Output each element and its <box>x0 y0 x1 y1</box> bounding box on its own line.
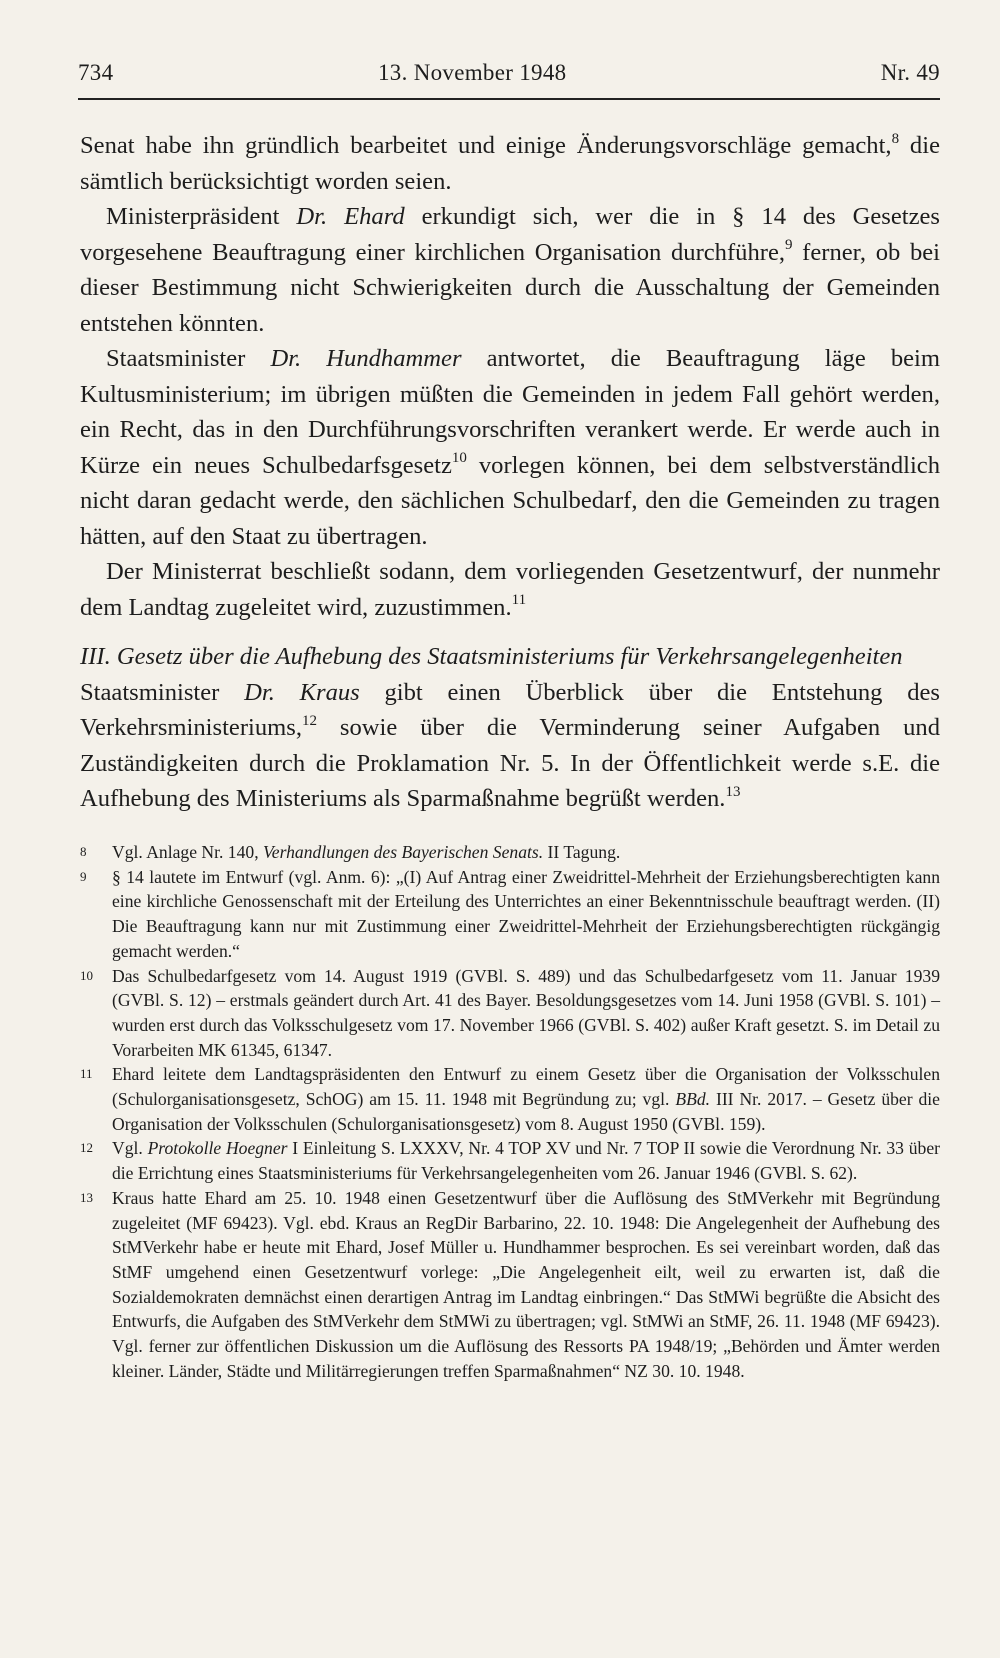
paragraph-hundhammer: Staatsminister Dr. Hundhammer antwortet, die Beauftragung läge beim Kultusministerium; im übrigen müßten die Gemeinden in jedem Fall gehört werden, ein Recht, das in den Durchführungsvorschriften verankert werde. Er werde auch in Kürze ein neues Schulbedarfsgesetz$^{10}$ vorlegen können, bei dem selbstverständlich nicht daran gedacht werde, den sächlichen Schulbedarf, den die Gemeinden zu tragen hätten, auf den Staat zu übertragen. <box>80 345 940 550</box>
paragraph-senat: Senat habe ihn gründlich bearbeitet und einige Änderungsvorschläge gemacht,$^8$ die sämtlich berücksichtigt worden seien. <box>80 130 940 195</box>
footnote-ref[interactable]: 13 <box>725 783 741 800</box>
footnote-number: 12 <box>80 1140 93 1156</box>
footnote-number: 10 <box>80 967 93 983</box>
paragraph-kraus: Staatsminister Dr. Kraus gibt einen Überblick über die Entstehung des Verkehrsministeriums,$^{12}$ sowie über die Verminderung seiner Aufgaben und Zuständigkeiten durch die Proklamation Nr. 5. In der Öffentlichkeit werde s.E. die Aufhebung des Ministeriums als Sparmaßnahme begrüßt werden.$^{13}$ <box>80 678 940 812</box>
main-text <box>80 128 940 817</box>
section-heading: III. Gesetz über die Aufhebung des Staatsministeriums für Verkehrsangelegenheiten <box>80 643 903 670</box>
header-date: 13. November 1948 <box>378 60 567 85</box>
person-name: Dr. Hundhammer <box>270 345 462 372</box>
footnote-ref[interactable]: 12 <box>302 712 317 729</box>
issue-number: Nr. 49 <box>880 60 940 85</box>
footnote-number: 13 <box>80 1189 93 1205</box>
footnote-number: 8 <box>80 844 87 859</box>
footnote: 12 Vgl. Protokolle Hoegner I Einleitung S. LXXXV, Nr. 4 TOP XV und Nr. 7 TOP II sowie die Verordnung Nr. 33 über die Errichtung eines Staatsministeriums für Verkehrsangelegenheiten vom 26. Januar 1946 (GVBl. S. 62). <box>80 1138 940 1184</box>
paragraph-ehard: Ministerpräsident Dr. Ehard erkundigt sich, wer die in § 14 des Gesetzes vorgesehene Beauftragung einer kirchlichen Organisation durchführe,$^9$ ferner, ob bei dieser Bestimmung nicht Schwierigkeiten durch die Ausschaltung der Gemeinden entstehen könnten. <box>80 203 940 337</box>
footnote: 9 § 14 lautete im Entwurf (vgl. Anm. 6): „(I) Auf Antrag einer Zweidrittel-Mehrheit der Erziehungsberechtigten kann eine kirchliche Genossenschaft mit der Erteilung des Unterrichtes an einer Bekenntnisschule beauftragt werden. (II) Die Beauftragung kann nur mit Zustimmung einer Zweidrittel-Mehrheit der Erziehungsberechtigten rückgängig gemacht werden.“ <box>80 866 940 961</box>
paragraph-decision: Der Ministerrat beschließt sodann, dem vorliegenden Gesetzentwurf, der nunmehr dem Landtag zugeleitet wird, zuzustimmen.$^{11}$ <box>80 558 940 621</box>
footnote: 10 Das Schulbedarfgesetz vom 14. August 1919 (GVBl. S. 489) und das Schulbedarfgesetz vom 11. Januar 1939 (GVBl. S. 12) – erstmals geändert durch Art. 41 des Bayer. Besoldungsgesetzes vom 14. Juni 1958 (GVBl. S. 101) – wurden erst durch das Volksschulgesetz vom 17. November 1966 (GVBl. S. 402) außer Kraft gesetzt. S. im Detail zu Vorarbeiten MK 61345, 61347. <box>80 965 940 1060</box>
running-header <box>78 58 940 100</box>
footnote-ref[interactable]: 9 <box>785 237 793 254</box>
footnote-number: 9 <box>80 868 87 884</box>
footnote-ref[interactable]: 11 <box>511 592 527 609</box>
footnote: 11 Ehard leitete dem Landtagspräsidenten den Entwurf zu einem Gesetz über die Organisation der Volksschulen (Schulorganisationsgesetz, SchOG) am 15. 11. 1948 mit Begründung zu; vgl. BBd. III Nr. 2017. – Gesetz über die Organisation der Volksschulen (Schulorganisationsgesetz) vom 8. August 1950 (GVBl. 159). <box>80 1064 940 1134</box>
footnote: 13 Kraus hatte Ehard am 25. 10. 1948 einen Gesetzentwurf über die Auflösung des StMVerkehr mit Begründung zugeleitet (MF 69423). Vgl. ebd. Kraus an RegDir Barbarino, 22. 10. 1948: Die Angelegenheit der Aufhebung des StMVerkehr habe er heute mit Ehard, Josef Müller u. Hundhammer besprochen. Es sei vereinbart worden, daß das StMF umgehend einen Gesetzentwurf vorlege: „Die Angelegenheit eilt, weil zu erwarten ist, daß die Sozialdemokraten demnächst einen derartigen Antrag im Landtag einbringen.“ Das StMWi begrüßte die Absicht des Entwurfs, die Aufgaben des StMVerkehr dem StMWi zu übertragen; vgl. StMWi an StMF, 26. 11. 1948 (MF 69423). Vgl. ferner zur öffentlichen Diskussion um die Auflösung des Ressorts PA 1948/19; „Behörden und Ämter werden kleiner. Länder, Städte und Militärregierungen treffen Sparmaßnahmen“ NZ 30. 10. 1948. <box>80 1187 940 1381</box>
footnote-number: 11 <box>80 1066 93 1082</box>
person-name: Dr. Ehard <box>296 203 405 230</box>
footnotes <box>80 840 940 1383</box>
footnote: 8 Vgl. Anlage Nr. 140, Verhandlungen des Bayerischen Senats. II Tagung. <box>80 840 940 865</box>
page-number: 734 <box>78 60 114 85</box>
person-name: Dr. Kraus <box>244 678 360 706</box>
footnote-ref[interactable]: 8 <box>891 130 900 147</box>
footnote-ref[interactable]: 10 <box>451 450 467 467</box>
